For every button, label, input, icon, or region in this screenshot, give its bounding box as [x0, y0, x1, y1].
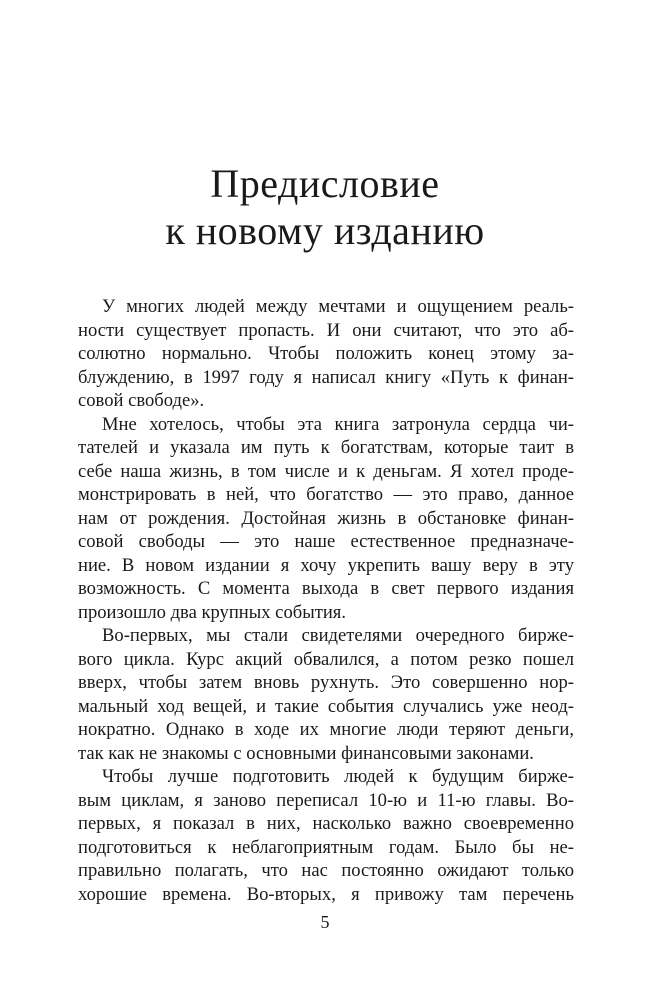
text-line: вого цикла. Курс акций обвалился, а потом резко пошел	[78, 648, 574, 670]
text-line: подготовиться к неблагоприятным годам. Было бы не-	[78, 836, 574, 858]
text-line: мальный ход вещей, и такие события случались уже неод-	[78, 695, 574, 717]
text-line: так как не знакомы с основными финансовыми законами.	[78, 742, 534, 764]
text-line: совой свободы — это наше естественное предназначе-	[78, 531, 574, 552]
text-line: вым циклам, я заново переписал 10-ю и 11-ю главы. Во-	[78, 789, 574, 811]
body-text	[78, 295, 574, 906]
text-line: Мне хотелось, чтобы эта книга затронула сердца чи-	[102, 413, 574, 435]
text-line: нократно. Однако в ходе их многие люди теряют деньги,	[78, 719, 574, 740]
text-line: тателей и указала им путь к богатствам, которые таит в	[78, 437, 574, 458]
text-line: Чтобы лучше подготовить людей к будущим бирже-	[102, 766, 574, 787]
text-line: У многих людей между мечтами и ощущением реаль-	[102, 296, 574, 317]
text-line: монстрировать в ней, что богатство — это право, данное	[78, 484, 574, 505]
text-line: себе наша жизнь, в том числе и к деньгам. Я хотел проде-	[78, 460, 574, 482]
text-line: ние. В новом издании я хочу укрепить вашу веру в эту	[78, 554, 574, 576]
page-number: 5	[320, 912, 330, 932]
text-line: блуждению, в 1997 году я написал книгу «Путь к финан-	[78, 366, 574, 388]
text-line: вверх, чтобы затем вновь рухнуть. Это совершенно нор-	[78, 672, 574, 693]
text-line: ности существует пропасть. И они считают, что это аб-	[78, 319, 574, 341]
chapter-title-line-2: к новому изданию	[165, 208, 485, 253]
text-line: произошло два крупных события.	[78, 601, 346, 623]
text-line: правильно полагать, что нас постоянно ожидают только	[78, 860, 574, 881]
text-line: совой свободе».	[78, 390, 205, 411]
text-line: солютно нормально. Чтобы положить конец этому за-	[78, 343, 574, 364]
text-line: нам от рождения. Достойная жизнь в обстановке финан-	[78, 507, 574, 529]
text-line: первых, я показал в них, насколько важно своевременно	[78, 813, 574, 834]
text-line: хорошие времена. Во-вторых, я привожу там перечень	[78, 883, 574, 905]
chapter-title-line-1: Предисловие	[210, 161, 440, 206]
text-line: возможность. С момента выхода в свет первого издания	[78, 578, 574, 599]
text-line: Во-первых, мы стали свидетелями очередного биржe-	[102, 625, 574, 646]
